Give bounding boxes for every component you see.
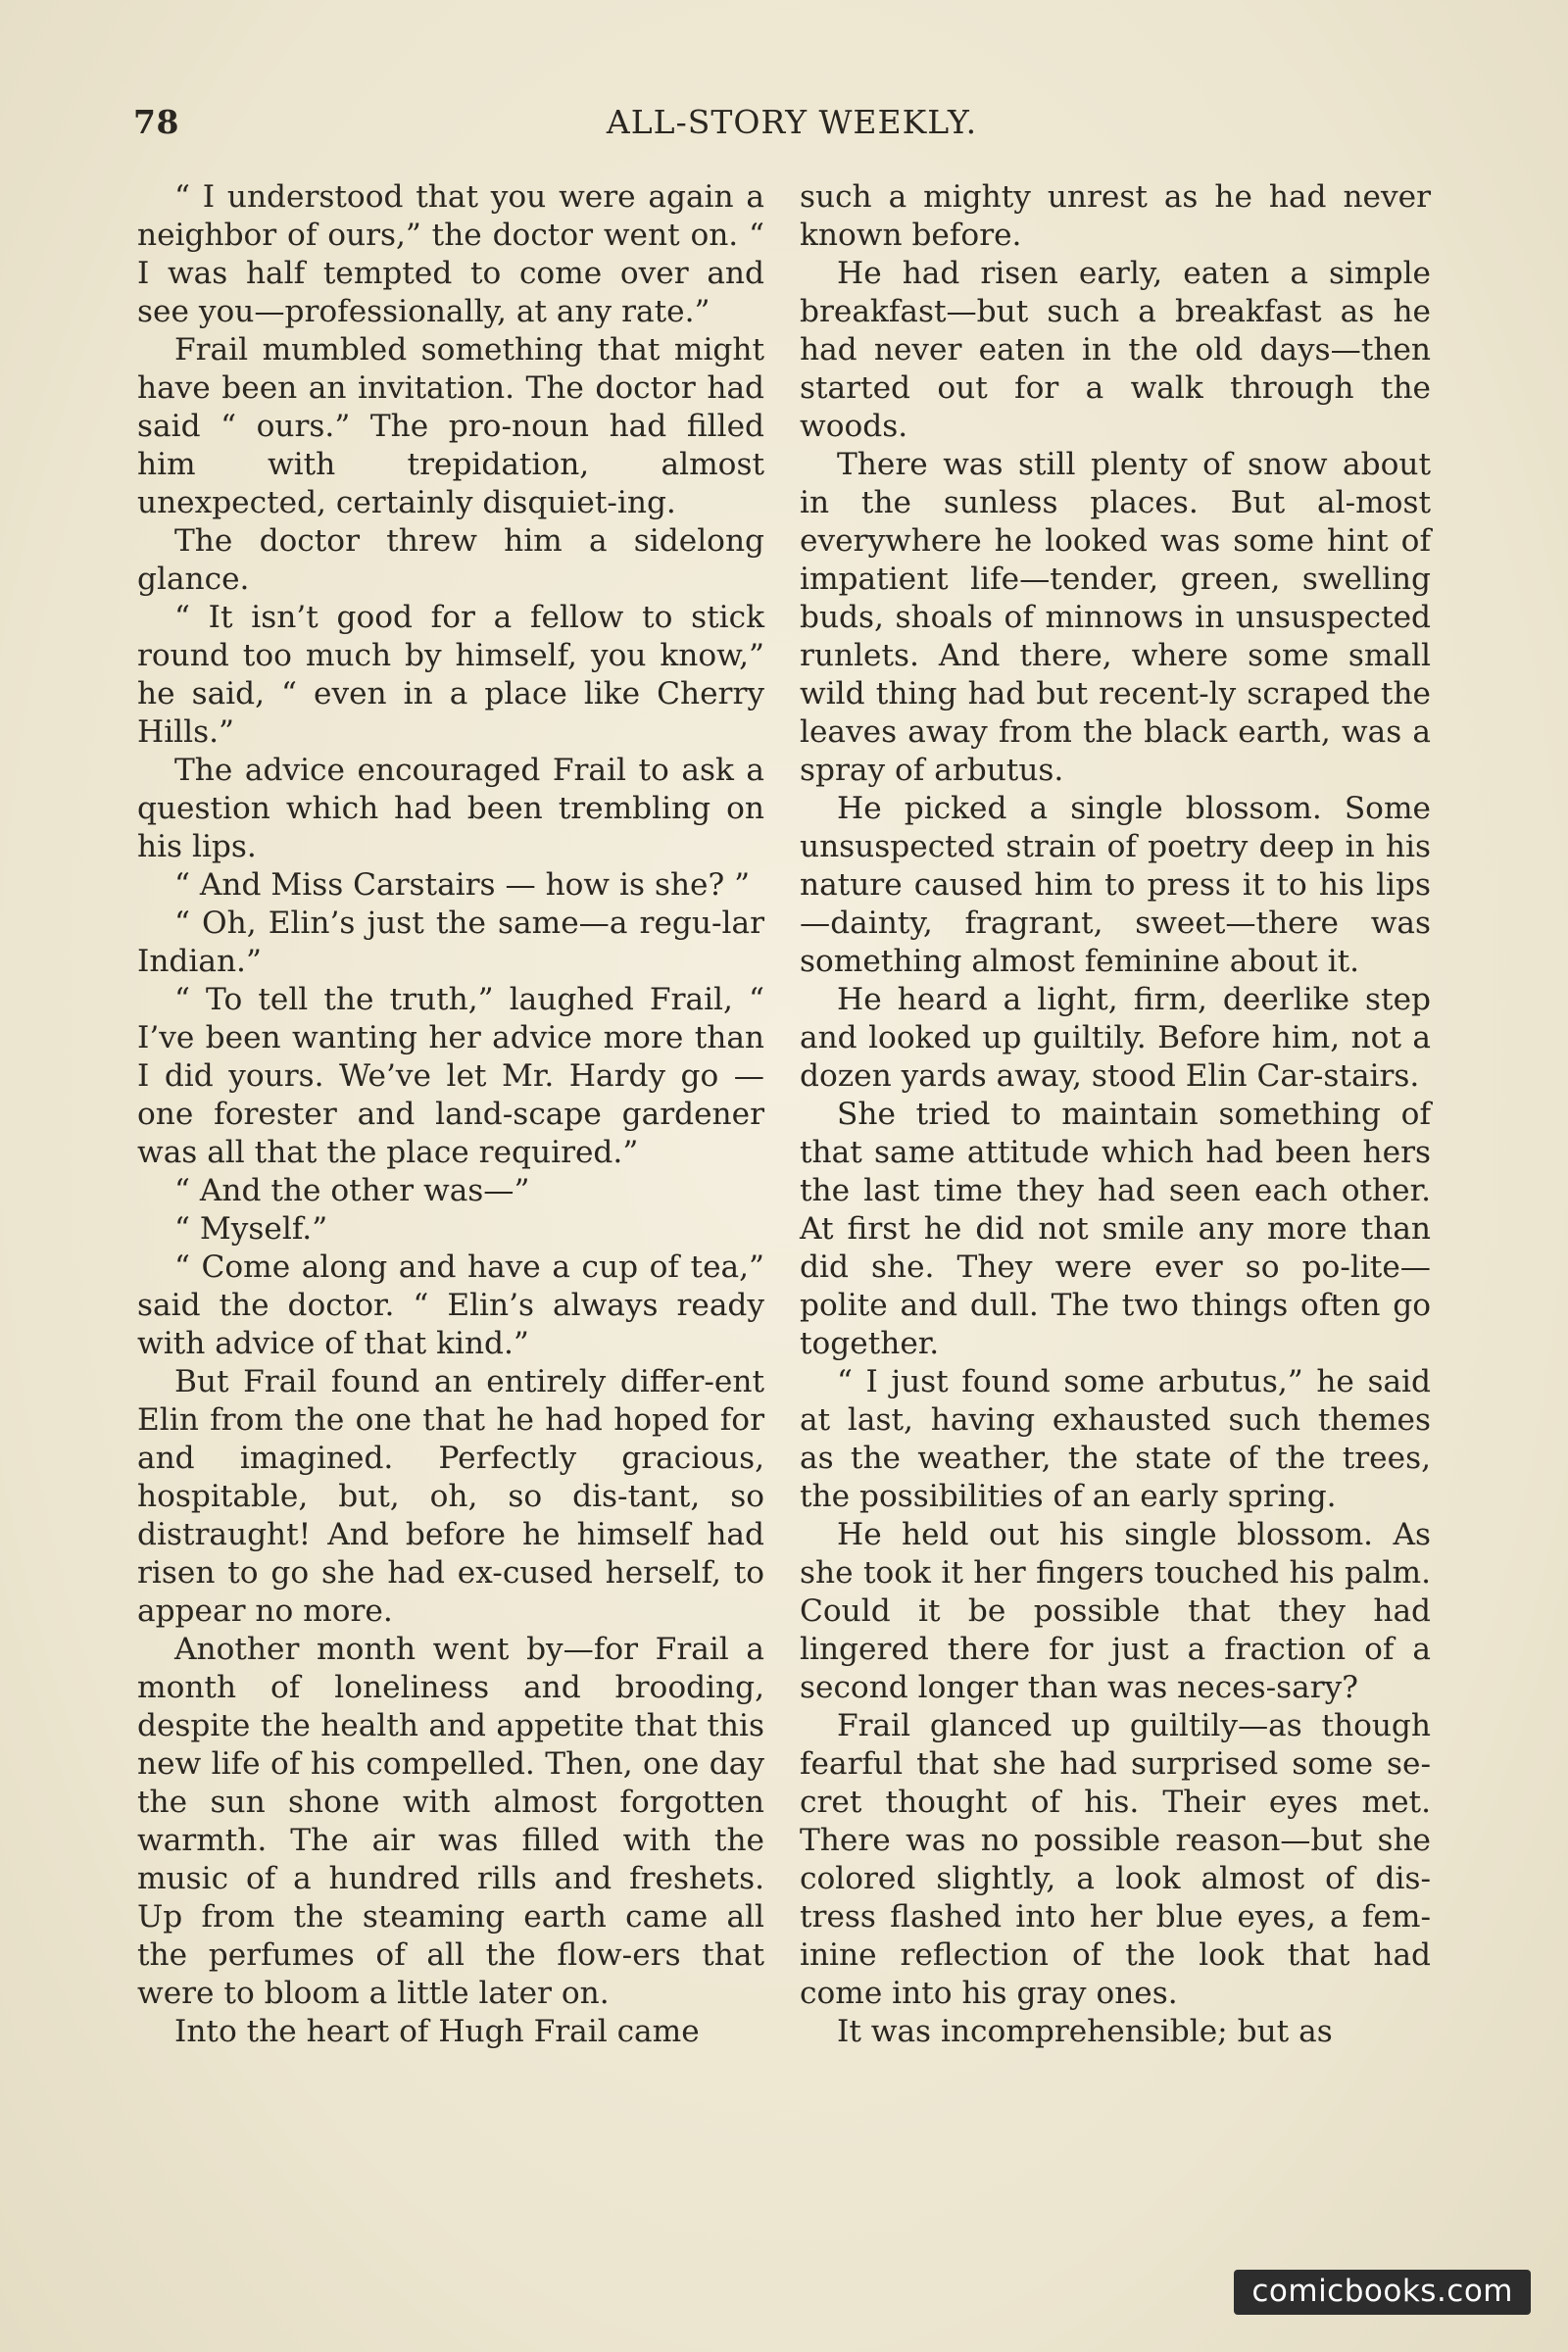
paragraph: But Frail found an entirely differ-ent Elin from the one that he had hoped for and imagined. Perfectly gracious, hospitable, but, oh, so dis-tant, so distraught! And before he himself had risen to go she had ex-cused herself, to appear no more. — [137, 1364, 764, 1629]
paragraph: Frail mumbled something that might have been an invitation. The doctor had said “ ours.” The pro-noun had filled him with trepidation, almost unexpected, certainly disquiet-ing. — [137, 332, 764, 520]
paragraph: “ Oh, Elin’s just the same—a regu-lar Indian.” — [137, 906, 764, 979]
site-watermark: comicbooks.com — [1234, 2270, 1531, 2315]
page-number: 78 — [133, 103, 179, 141]
paragraph: “ To tell the truth,” laughed Frail, “ I’ve been wanting her advice more than I did yours. We’ve let Mr. Hardy go — one forester and land-scape gardener was all that the place required.” — [137, 982, 764, 1170]
paragraph: He heard a light, firm, deerlike step and looked up guiltily. Before him, not a dozen yards away, stood Elin Car-stairs. — [800, 982, 1431, 1094]
paragraph: “ I understood that you were again a neighbor of ours,” the doctor went on. “ I was half tempted to come over and see you—professionally, at any rate.” — [137, 179, 764, 329]
paragraph: “ Myself.” — [174, 1211, 328, 1247]
right-column — [800, 178, 1431, 2051]
paragraph: Another month went by—for Frail a month of loneliness and brooding, despite the health and appetite that this new life of his compelled. Then, one day the sun shone with almost forgotten warmth. The air was filled with the music of a hundred rills and freshets. Up from the steaming earth came all the perfumes of all the flow-ers that were to bloom a little later on. — [137, 1632, 764, 2011]
paragraph: “ I just found some arbutus,” he said at last, having exhausted such themes as the weather, the state of the trees, the possibilities of an early spring. — [800, 1364, 1431, 1514]
paragraph: He held out his single blossom. As she took it her fingers touched his palm. Could it be possible that they had lingered there for just a fraction of a second longer than was neces-sary? — [800, 1517, 1431, 1705]
running-head: ALL-STORY WEEKLY. — [606, 103, 978, 141]
paragraph-continued: such a mighty unrest as he had never known before. — [800, 179, 1431, 253]
paragraph: “ Come along and have a cup of tea,” said the doctor. “ Elin’s always ready with advice of that kind.” — [137, 1250, 764, 1361]
paragraph: He had risen early, eaten a simple breakfast—but such a breakfast as he had never eaten in the old days—then started out for a walk through the woods. — [800, 256, 1431, 444]
paragraph: “ It isn’t good for a fellow to stick round too much by himself, you know,” he said, “ even in a place like Cherry Hills.” — [137, 600, 764, 750]
page-header — [133, 103, 1450, 152]
paragraph: Frail glanced up guiltily—as though fearful that she had surprised some se-cret thought of his. Their eyes met. There was no possible reason—but she colored slightly, a look almost of dis-tress flashed into her blue eyes, a fem-inine reflection of the look that had come into his gray ones. — [800, 1708, 1431, 2011]
paragraph: Into the heart of Hugh Frail came — [174, 2014, 700, 2049]
paragraph: “ And Miss Carstairs — how is she? ” — [174, 867, 751, 903]
paragraph: The doctor threw him a sidelong glance. — [137, 523, 764, 597]
left-column — [137, 178, 764, 2051]
paragraph: He picked a single blossom. Some unsuspected strain of poetry deep in his nature caused him to press it to his lips—dainty, fragrant, sweet—there was something almost feminine about it. — [800, 791, 1431, 979]
paragraph: The advice encouraged Frail to ask a question which had been trembling on his lips. — [137, 753, 764, 864]
paragraph: “ And the other was—” — [174, 1173, 530, 1208]
paragraph: She tried to maintain something of that same attitude which had been hers the last time they had seen each other. At first he did not smile any more than did she. They were ever so po-lite—polite and dull. The two things often go together. — [800, 1097, 1431, 1361]
paragraph: It was incomprehensible; but as — [837, 2014, 1333, 2049]
paragraph: There was still plenty of snow about in the sunless places. But al-most everywhere he looked was some hint of impatient life—tender, green, swelling buds, shoals of minnows in unsuspected runlets. And there, where some small wild thing had but recent-ly scraped the leaves away from the black earth, was a spray of arbutus. — [800, 447, 1431, 788]
